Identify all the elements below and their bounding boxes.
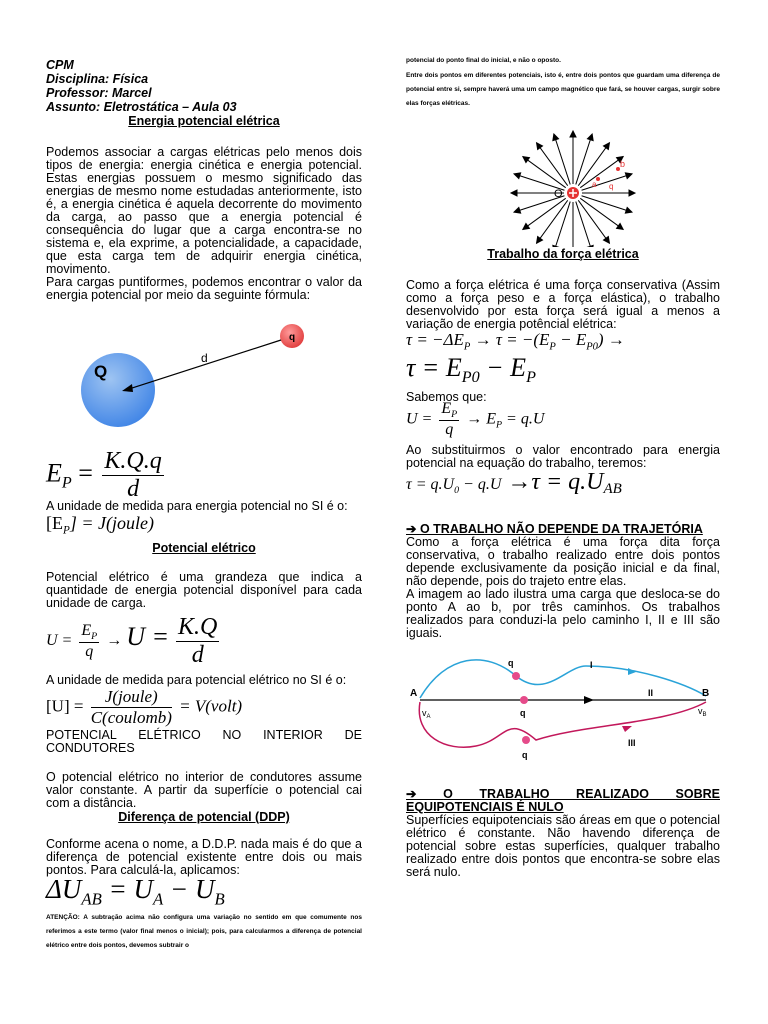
- field-line: [523, 198, 566, 229]
- field-line: [578, 200, 609, 243]
- formula-unit-potential: [U] = $\frac{\text{J(joule)}}{\text{C(coulomb)}}$ = V(volt): [46, 686, 243, 727]
- title-equipotential: ➔ O TRABALHO REALIZADO SOBRE EQUIPOTENCIAIS É NULO: [406, 786, 720, 814]
- path-iii: [419, 702, 706, 747]
- field-line: [537, 200, 568, 243]
- field-line: [582, 174, 632, 190]
- path-i: [420, 657, 706, 698]
- big-charge-label: Q: [94, 362, 108, 381]
- title-potential-energy: Energia potencial elétrica: [128, 114, 280, 128]
- header-discipline: Disciplina: Física: [46, 72, 149, 86]
- label-q-iii: q: [522, 749, 528, 760]
- field-line: [580, 198, 623, 229]
- label-point-b: B: [702, 687, 710, 699]
- paragraph-equipotential: Superfícies equipotenciais são áreas em que o potencial elétrico é constante. Não havendo diferença de potencial sobre estas superfícies, qualquer trabalho realizado entre dois pontos que encontra-se sobre elas será nulo.: [406, 812, 720, 879]
- field-line-arrowhead: [617, 223, 624, 229]
- label-a: a: [592, 180, 597, 189]
- field-lines-diagram: [406, 115, 720, 247]
- charges-diagram: [46, 302, 362, 452]
- paragraph-conductors: O potencial elétrico no interior de condutores assume valor constante. A partir da superfície o potencial cai com a distância.: [46, 769, 362, 810]
- paths-diagram: [406, 654, 720, 782]
- label-va: $v_A$: [422, 707, 431, 720]
- formula-work-2: $\tau = E_{P0} - E_P$: [406, 353, 536, 387]
- title-path-independence: ➔ O TRABALHO NÃO DEPENDE DA TRAJETÓRIA: [406, 521, 703, 536]
- distance-label: d: [201, 351, 208, 365]
- paragraph-three-paths: A imagem ao lado ilustra uma carga que desloca-se do ponto A ao b, por três caminhos. Os trabalhos realizados para conduzi-la pelo caminho I, II e III são iguais.: [406, 586, 720, 640]
- label-q: q: [609, 182, 614, 191]
- paragraph-formula-intro: Para cargas puntiformes, podemos encontrar o valor da energia potencial por meio da seguinte fórmula:: [46, 275, 362, 302]
- field-line-arrowhead: [537, 143, 543, 150]
- note-potential-difference: Entre dois pontos em diferentes potenciais, isto é, entre dois pontos que guardam uma diferença de potencial entre si, sempre haverá uma um campo magnético que fará, se houver cargas, surgir sobre elas forças elétricas.: [406, 72, 720, 107]
- field-line: [523, 157, 566, 188]
- paragraph-substitution: Ao substituirmos o valor encontrado para energia potencial na equação do trabalho, teremos:: [406, 442, 720, 470]
- paragraph-potential-definition: Potencial elétrico é uma grandeza que indica a quantidade de energia potencial disponível para cada unidade de carga.: [46, 569, 362, 610]
- label-q-ii: q: [520, 707, 526, 718]
- header-subject: Assunto: Eletrostática – Aula 03: [46, 100, 237, 114]
- header-teacher: Professor: Marcel: [46, 86, 152, 100]
- formula-potential-relation: U = $\frac{E_P}{q}$ → $E_P = q.U$: [406, 399, 545, 438]
- field-line-arrowhead: [603, 143, 609, 150]
- distance-line: [126, 340, 281, 390]
- text-sabemos: Sabemos que:: [406, 389, 487, 404]
- point-a-dot: [596, 177, 600, 181]
- field-line: [537, 143, 568, 186]
- title-electric-potential: Potencial elétrico: [152, 540, 256, 555]
- note-continuation: potencial do ponto final do inicial, e não o oposto.: [406, 57, 561, 64]
- label-path-iii: III: [628, 737, 636, 748]
- formula-ddp: $\Delta U_{AB} = U_A - U_B$: [46, 873, 225, 908]
- label-b: b: [620, 159, 626, 169]
- figure-field-lines: [406, 115, 720, 247]
- figure-charges: [46, 302, 362, 452]
- paragraph-work: Como a força elétrica é uma força conservativa (Assim como a força peso e a força elástica), o trabalho desenvolvido por esta força será igual a menos a variação de energia potêncial elétrica:: [406, 278, 720, 331]
- formula-work-1: $\tau = -\Delta E_P \to \tau = -(E_P - E_{P0})$ →: [406, 330, 625, 353]
- label-path-i: I: [590, 659, 593, 670]
- field-line-arrowhead: [570, 131, 576, 137]
- formula-potential-energy: $E_P$ = $\frac{K.Q.q}{d}$: [46, 448, 162, 502]
- right-column: [406, 58, 720, 879]
- field-line-arrowhead: [523, 157, 530, 163]
- charge-path-i: [512, 672, 520, 680]
- paragraph-energy-intro: Podemos associar a cargas elétricas pelo menos dois tipos de energia: energia cinética e energia potencial. Estas energias possuem o mesmo significado das energias de mesmo nome estudadas anteriormente, isto é, a energia cinética é aquela decorrente do movimento da carga, ao passo que a energia potencial é consequência do lugar que a carga encontra-se no sistema e, ela exprime, a potencialidade, a capacidade, que esta carga tem de adquirir energia cinética, movimento.: [46, 145, 362, 276]
- field-line-arrowhead: [625, 173, 632, 179]
- figure-paths: [406, 654, 720, 782]
- title-ddp: Diferença de potencial (DDP): [118, 809, 290, 824]
- field-line: [580, 157, 626, 188]
- charge-path-ii: [520, 696, 528, 704]
- label-point-a: A: [410, 687, 418, 699]
- field-line: [576, 134, 592, 184]
- field-line-arrowhead: [514, 173, 521, 179]
- formula-work-3: $\tau = q.U_0 - q.U \to\tau = q.U_{AB}$: [406, 468, 622, 497]
- field-line-arrowhead: [553, 134, 559, 141]
- formula-unit-energy: $[E_P]$ = J(joule): [46, 513, 154, 537]
- unit-energy-text: A unidade de medida para energia potencial no SI é o:: [46, 499, 348, 513]
- formula-potential: U = $\frac{E_P}{q}$ → U = $\frac{K.Q}{d}$: [46, 613, 218, 668]
- note-ddp-warning: ATENÇÃO: A subtração acima não configura uma variação no sentido em que comumente nos referimos a este termo (valor final menos o inicial); pois, para calcularmos a diferença de potencial elétrico entre dois pontos, devemos subtrair o: [46, 913, 362, 949]
- field-line-arrowhead: [603, 237, 609, 244]
- unit-potential-text: A unidade de medida para potencial elétrico no SI é o:: [46, 672, 347, 687]
- label-q-i: q: [508, 657, 514, 668]
- field-line-arrowhead: [587, 134, 593, 141]
- label-vb: $v_B$: [698, 705, 707, 718]
- field-line-arrowhead: [629, 190, 635, 196]
- field-line: [554, 134, 570, 184]
- field-line-arrowhead: [625, 207, 632, 213]
- charge-path-iii: [522, 736, 530, 744]
- conductors-title: POTENCIAL ELÉTRICO NO INTERIOR DE CONDUTORES: [46, 727, 362, 755]
- label-o: O: [554, 188, 563, 200]
- left-column: [46, 58, 362, 953]
- big-charge: [81, 353, 155, 427]
- small-charge-label: q: [289, 332, 296, 343]
- field-line-arrowhead: [511, 190, 517, 196]
- header-school: CPM: [46, 58, 74, 72]
- field-line-arrowhead: [523, 223, 530, 229]
- paragraph-ddp: Conforme acena o nome, a D.D.P. nada mais é do que a diferença de potencial existente entre dois ou mais pontos. Para calculá-la, aplicamos:: [46, 836, 362, 877]
- label-path-ii: II: [648, 687, 654, 698]
- field-line-arrowhead: [537, 237, 543, 244]
- paragraph-conservative: Como a força elétrica é uma força dita força conservativa, o trabalho realizado entre dois pontos depende exclusivamente da posição inicial e da final, não depende, pois do trajeto entre elas.: [406, 534, 720, 588]
- field-line: [582, 196, 632, 212]
- title-work: Trabalho da força elétrica: [487, 247, 639, 261]
- field-line-arrowhead: [514, 207, 521, 213]
